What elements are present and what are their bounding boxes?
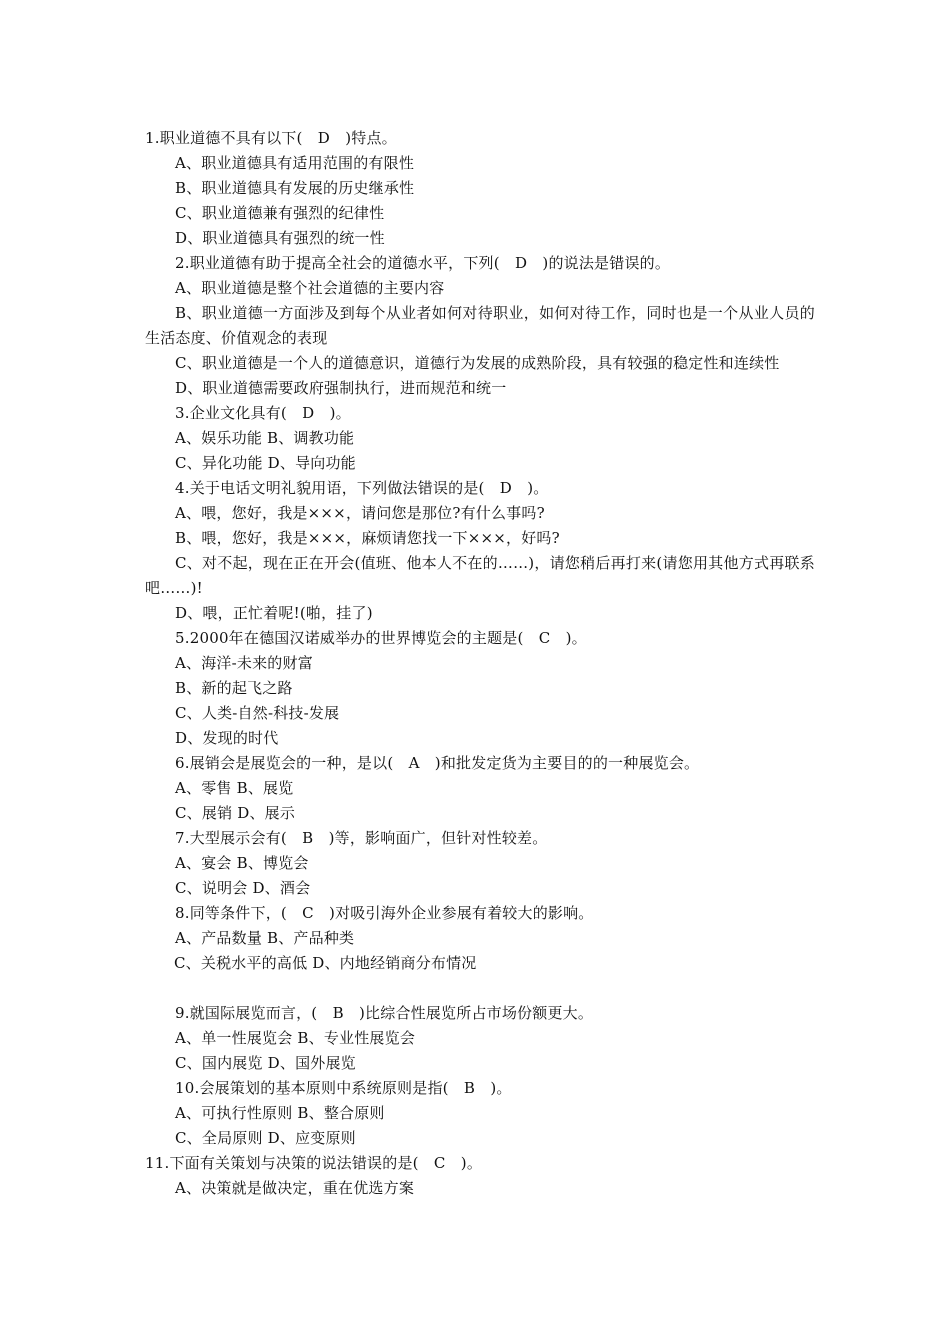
option-line: C、说明会 D、酒会 [175, 879, 311, 897]
option-line: C、人类-自然-科技-发展 [175, 704, 340, 722]
option-line: A、海洋-未来的财富 [175, 654, 313, 672]
question-6: 6.展销会是展览会的一种，是以( A )和批发定货为主要目的的一种展览会。 [175, 754, 700, 772]
question-5: 5.2000年在德国汉诺威举办的世界博览会的主题是( C )。 [175, 629, 587, 647]
option-line: A、单一性展览会 B、专业性展览会 [175, 1029, 416, 1047]
question-7: 7.大型展示会有( B )等，影响面广，但针对性较差。 [175, 829, 548, 847]
option-line: A、可执行性原则 B、整合原则 [175, 1104, 385, 1122]
option-line: C、对不起，现在正在开会(值班、他本人不在的……)，请您稍后再打来(请您用其他方式再联系吧……)! [145, 554, 815, 597]
option-line: A、零售 B、展览 [175, 779, 294, 797]
option-line: A、产品数量 B、产品种类 [175, 929, 355, 947]
option-line: A、决策就是做决定，重在优选方案 [175, 1179, 415, 1197]
option-line: C、职业道德兼有强烈的纪律性 [175, 204, 385, 222]
blank-line [145, 976, 815, 1001]
option-line: C、展销 D、展示 [175, 804, 296, 822]
option-line: B、新的起飞之路 [175, 679, 293, 697]
question-3: 3.企业文化具有( D )。 [175, 404, 351, 422]
option-line: C、关税水平的高低 D、内地经销商分布情况 [174, 954, 477, 972]
question-1: 1.职业道德不具有以下( D )特点。 [145, 129, 397, 147]
option-line: C、全局原则 D、应变原则 [175, 1129, 356, 1147]
question-9: 9.就国际展览而言，( B )比综合性展览所占市场份额更大。 [175, 1004, 594, 1022]
option-line: A、职业道德是整个社会道德的主要内容 [175, 279, 445, 297]
option-line: A、宴会 B、博览会 [175, 854, 309, 872]
option-line: C、国内展览 D、国外展览 [175, 1054, 356, 1072]
question-list [145, 126, 815, 1201]
question-4: 4.关于电话文明礼貌用语，下列做法错误的是( D )。 [175, 479, 549, 497]
question-2: 2.职业道德有助于提高全社会的道德水平，下列( D )的说法是错误的。 [175, 254, 671, 272]
option-line: C、职业道德是一个人的道德意识，道德行为发展的成熟阶段，具有较强的稳定性和连续性 [175, 354, 780, 372]
option-line: C、异化功能 D、导向功能 [175, 454, 356, 472]
option-line: A、娱乐功能 B、调教功能 [175, 429, 355, 447]
option-line: D、职业道德具有强烈的统一性 [175, 229, 385, 247]
question-11: 11.下面有关策划与决策的说法错误的是( C )。 [145, 1154, 483, 1172]
question-8: 8.同等条件下，( C )对吸引海外企业参展有着较大的影响。 [175, 904, 594, 922]
option-line: D、发现的时代 [175, 729, 279, 747]
option-line: B、职业道德一方面涉及到每个从业者如何对待职业，如何对待工作，同时也是一个从业人员的生活态度、价值观念的表现 [145, 304, 815, 347]
option-line: A、喂，您好，我是×××，请问您是那位?有什么事吗? [175, 504, 545, 522]
option-line: D、喂，正忙着呢!(啪，挂了) [175, 604, 373, 622]
option-line: A、职业道德具有适用范围的有限性 [175, 154, 415, 172]
question-10: 10.会展策划的基本原则中系统原则是指( B )。 [175, 1079, 512, 1097]
option-line: B、喂，您好，我是×××，麻烦请您找一下×××，好吗? [175, 529, 560, 547]
option-line: B、职业道德具有发展的历史继承性 [175, 179, 415, 197]
option-line: D、职业道德需要政府强制执行，进而规范和统一 [175, 379, 507, 397]
